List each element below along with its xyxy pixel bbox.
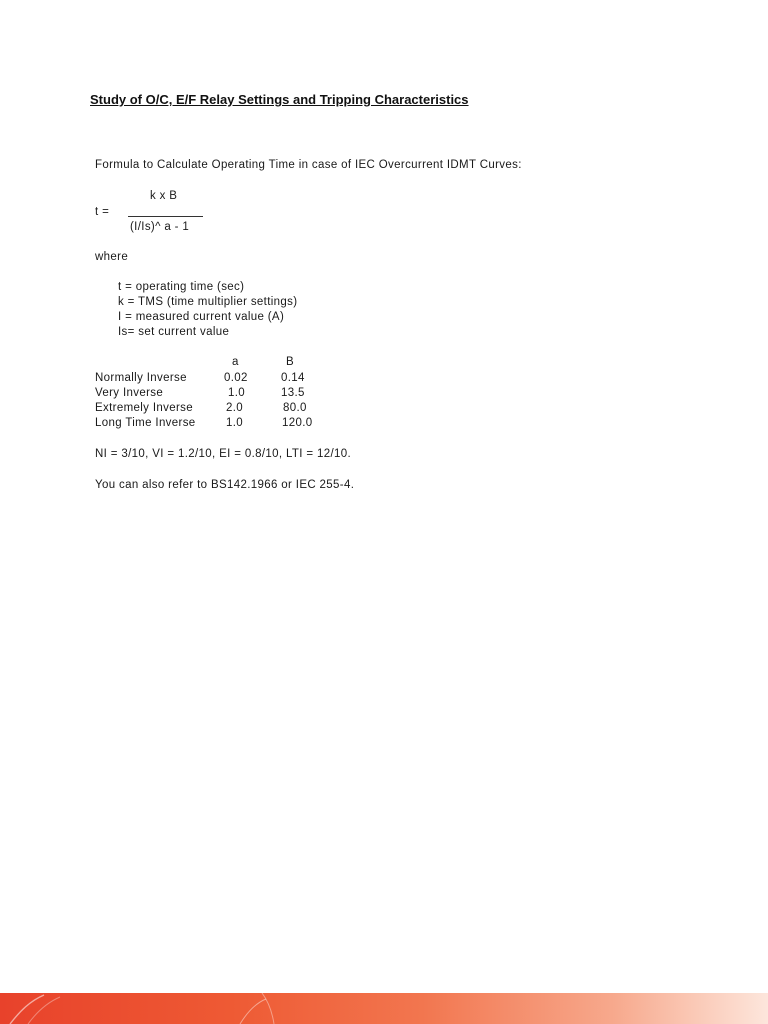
table-header-b: B	[286, 356, 295, 368]
table-row-a: 2.0	[226, 402, 244, 414]
table-row-name: Extremely Inverse	[95, 402, 193, 414]
definition-item: k = TMS (time multiplier settings)	[118, 296, 298, 308]
reference-text: You can also refer to BS142.1966 or IEC 255-4.	[95, 479, 355, 491]
document-title: Study of O/C, E/F Relay Settings and Tripping Characteristics	[90, 92, 469, 107]
table-row-name: Long Time Inverse	[95, 417, 196, 429]
where-label: where	[95, 251, 129, 263]
table-row-a: 0.02	[224, 372, 248, 384]
footer-decorative-band	[0, 993, 768, 1024]
table-row-a: 1.0	[228, 387, 246, 399]
table-header-a: a	[232, 356, 239, 368]
table-row-b: 13.5	[281, 387, 305, 399]
table-row-name: Very Inverse	[95, 387, 164, 399]
intro-text: Formula to Calculate Operating Time in case of IEC Overcurrent IDMT Curves:	[95, 159, 522, 171]
table-row-name: Normally Inverse	[95, 372, 187, 384]
ratios-text: NI = 3/10, VI = 1.2/10, EI = 0.8/10, LTI = 12/10.	[95, 448, 352, 460]
formula-numerator: k x B	[150, 190, 178, 202]
fraction-line	[128, 216, 203, 217]
definition-item: I = measured current value (A)	[118, 311, 285, 323]
definition-item: t = operating time (sec)	[118, 281, 245, 293]
table-row-b: 120.0	[282, 417, 313, 429]
table-row-b: 0.14	[281, 372, 305, 384]
table-row-a: 1.0	[226, 417, 244, 429]
formula-denominator: (I/Is)^ a - 1	[130, 221, 190, 233]
formula-lhs: t =	[95, 206, 110, 218]
footer-swoosh-graphic	[0, 993, 768, 1024]
table-row-b: 80.0	[283, 402, 307, 414]
definition-item: Is= set current value	[118, 326, 230, 338]
